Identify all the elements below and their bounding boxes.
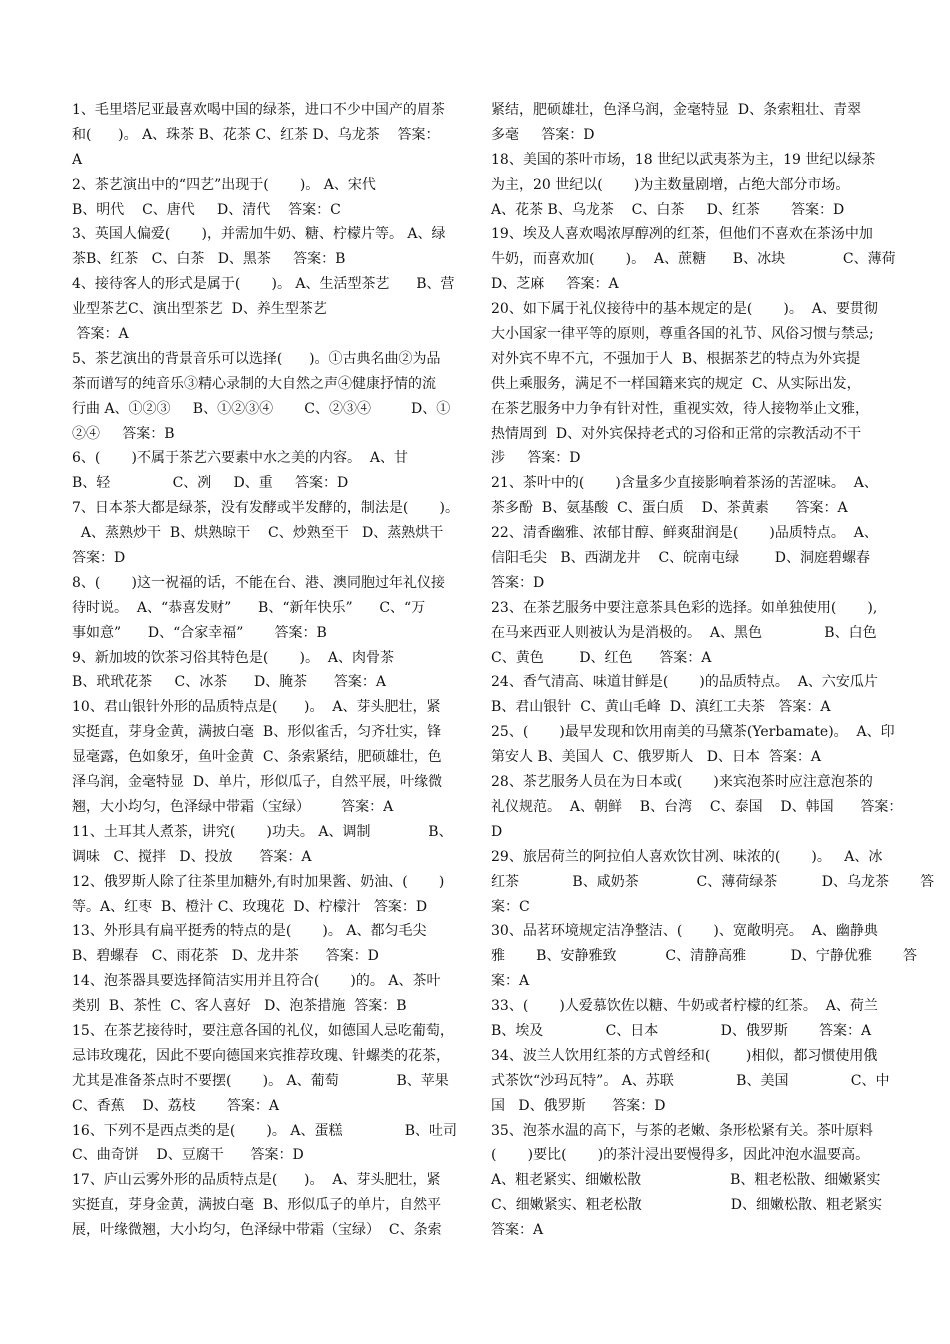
text-line: 6、( )不属于茶艺六要素中水之美的内容。 A、甘 xyxy=(72,450,408,467)
text-line: D、芝麻 答案：A xyxy=(491,276,619,293)
text-line: 待时说。 A、“恭喜发财” B、“新年快乐” C、“万 xyxy=(72,599,426,616)
text-line: 国 D、俄罗斯 答案：D xyxy=(491,1097,666,1114)
text-line: 8、( )这一祝福的话，不能在台、港、澳同胞过年礼仪接 xyxy=(72,574,445,591)
text-line: 事如意” D、“合家幸福” 答案：B xyxy=(72,624,327,641)
text-line: B、埃及 C、日本 D、俄罗斯 答案：A xyxy=(491,1022,872,1039)
text-line: 答案：D xyxy=(491,574,545,591)
text-line: 35、泡茶水温的高下，与茶的老嫩、条形松紧有关。茶叶原料 xyxy=(491,1122,873,1139)
text-line: 茶多酚 B、氨基酸 C、蛋白质 D、茶黄素 答案：A xyxy=(491,500,848,517)
text-line: 紧结，肥硕雄壮，色泽乌润，金毫特显 D、条索粗壮、青翠 xyxy=(491,102,862,118)
text-line: 牛奶，而喜欢加( )。 A、蔗糖 B、冰块 C、薄荷 xyxy=(491,251,896,268)
text-line: 热情周到 D、对外宾保持老式的习俗和正常的宗教活动不干 xyxy=(491,425,862,442)
text-line: 信阳毛尖 B、西湖龙井 C、皖南屯绿 D、洞庭碧螺春 xyxy=(491,550,870,567)
text-line: A、花茶 B、乌龙茶 C、白茶 D、红茶 答案：D xyxy=(491,201,845,218)
text-line: 1、毛里塔尼亚最喜欢喝中国的绿茶，进口不少中国产的眉茶 xyxy=(72,102,445,118)
text-line: 在马来西亚人则被认为是消极的。 A、黑色 B、白色 xyxy=(491,624,877,641)
text-line: ( )要比( )的茶汁浸出要慢得多，因此冲泡水温要高。 xyxy=(491,1147,870,1164)
text-line: 涉 答案：D xyxy=(491,450,581,467)
text-line: 红茶 B、咸奶茶 C、薄荷绿茶 D、乌龙茶 答 xyxy=(491,873,935,890)
text-line: 2、茶艺演出中的“四艺”出现于( )。 A、宋代 xyxy=(72,176,376,193)
text-line: 案：A xyxy=(491,973,530,990)
text-line: 3、英国人偏爱( )，并需加牛奶、糖、柠檬片等。 A、绿 xyxy=(72,226,446,243)
text-line: C、黄色 D、红色 答案：A xyxy=(491,649,712,666)
text-line: 忌讳玫瑰花，因此不要向德国来宾推荐玫瑰、针螺类的花茶， xyxy=(72,1047,450,1064)
text-line: D xyxy=(491,823,503,840)
text-line: A、蒸熟炒干 B、烘熟晾干 C、炒熟至干 D、蒸熟烘干 xyxy=(72,525,444,542)
text-line: 23、在茶艺服务中要注意茶具色彩的选择。如单独使用( ), xyxy=(491,599,878,616)
left-column xyxy=(72,98,459,1243)
text-line: A、粗老紧实、细嫩松散 B、粗老松散、细嫩紧实 xyxy=(491,1172,881,1189)
text-line: 11、土耳其人煮茶，讲究( )功夫。 A、调制 B、 xyxy=(72,823,453,840)
text-line: 泽乌润，金毫特显 D、单片，形似瓜子，自然平展，叶缘微 xyxy=(72,774,443,791)
text-line: 礼仪规范。 A、朝鲜 B、台湾 C、泰国 D、韩国 答案： xyxy=(491,798,903,815)
text-line: 30、品茗环境规定洁净整洁、( )、宽敞明亮。 A、幽静典 xyxy=(491,923,878,940)
text-line: 多毫 答案：D xyxy=(491,126,595,143)
text-line: 答案：A xyxy=(72,326,129,343)
text-line: 在茶艺服务中力争有针对性，重视实效，待人接物举止文雅， xyxy=(491,400,869,417)
text-line: 4、接待客人的形式是属于( )。 A、生活型茶艺 B、营 xyxy=(72,276,455,293)
text-line: 尤其是准备茶点时不要摆( )。 A、葡萄 B、苹果 xyxy=(72,1072,449,1089)
text-line: 19、埃及人喜欢喝浓厚醇冽的红茶，但他们不喜欢在茶汤中加 xyxy=(491,226,873,243)
text-line: 茶B、红茶 C、白茶 D、黑茶 答案：B xyxy=(72,251,346,268)
text-line: 22、清香幽雅、浓郁甘醇、鲜爽甜润是( )品质特点。 A、 xyxy=(491,525,878,542)
text-line: 9、新加坡的饮茶习俗其特色是( )。 A、肉骨茶 xyxy=(72,649,394,666)
text-line: 式茶饮“沙玛瓦特”。 A、苏联 B、美国 C、中 xyxy=(491,1072,890,1089)
text-line: ②④ 答案：B xyxy=(72,425,175,442)
text-line: 答案：A xyxy=(491,1222,544,1239)
text-line: 案：C xyxy=(491,898,530,915)
text-line: 实挺直，芽身金黄，满披白毫 B、形似瓜子的单片，自然平 xyxy=(72,1197,442,1214)
text-line: B、明代 C、唐代 D、清代 答案：C xyxy=(72,201,341,218)
text-line: 展，叶缘微翘，大小均匀，色泽绿中带霜（宝绿） C、条索 xyxy=(72,1222,442,1239)
text-line: C、细嫩紧实、粗老松散 D、细嫩松散、粗老紧实 xyxy=(491,1197,882,1214)
text-line: 16、下列不是西点类的是( )。 A、蛋糕 B、吐司 xyxy=(72,1122,458,1139)
text-line: 翘，大小均匀，色泽绿中带霜（宝绿） 答案：A xyxy=(72,798,394,815)
text-line: 答案：D xyxy=(72,550,126,567)
text-line: 雅 B、安静雅致 C、清静高雅 D、宁静优雅 答 xyxy=(491,948,917,965)
text-line: B、碧螺春 C、雨花茶 D、龙井茶 答案：D xyxy=(72,948,379,965)
text-line: 10、君山银针外形的品质特点是( )。 A、芽头肥壮，紧 xyxy=(72,699,441,716)
text-line: 调味 C、搅拌 D、投放 答案：A xyxy=(72,848,312,865)
text-line: C、曲奇饼 D、豆腐干 答案：D xyxy=(72,1147,304,1164)
text-line: 茶而谱写的纯音乐③精心录制的大自然之声④健康抒情的流 xyxy=(72,375,436,392)
text-line: 实挺直，芽身金黄，满披白毫 B、形似雀舌，匀齐壮实，锋 xyxy=(72,724,442,741)
text-line: B、玳玳花茶 C、冰茶 D、腌茶 答案：A xyxy=(72,674,386,691)
right-column xyxy=(491,98,935,1243)
text-line: 13、外形具有扁平挺秀的特点的是( )。 A、都匀毛尖 xyxy=(72,923,427,940)
text-line: 和( )。 A、珠茶 B、花茶 C、红茶 D、乌龙茶 答案： xyxy=(72,126,440,143)
text-line: 业型茶艺C、演出型茶艺 D、养生型茶艺 xyxy=(72,301,327,318)
text-line: 20、如下属于礼仪接待中的基本规定的是( )。 A、要贯彻 xyxy=(491,301,878,318)
text-line: 类别 B、茶性 C、客人喜好 D、泡茶措施 答案：B xyxy=(72,998,407,1015)
text-line: 供上乘服务，满足不一样国籍来宾的规定 C、从实际出发， xyxy=(491,375,861,392)
text-line: 17、庐山云雾外形的品质特点是( )。 A、芽头肥壮，紧 xyxy=(72,1172,441,1189)
text-line: 18、美国的茶叶市场，18 世纪以武夷茶为主，19 世纪以绿茶 xyxy=(491,151,876,168)
text-line: 大小国家一律平等的原则，尊重各国的礼节、风俗习惯与禁忌; xyxy=(491,326,874,343)
text-line: B、轻 C、冽 D、重 答案：D xyxy=(72,475,349,492)
text-line: 15、在茶艺接待时，要注意各国的礼仪，如德国人忌吃葡萄， xyxy=(72,1022,454,1039)
text-line: 34、波兰人饮用红茶的方式曾经和( )相似，都习惯使用俄 xyxy=(491,1047,878,1064)
text-line: 29、旅居荷兰的阿拉伯人喜欢饮甘冽、味浓的( )。 A、冰 xyxy=(491,848,883,865)
text-line: 12、俄罗斯人除了往茶里加糖外,有时加果酱、奶油、( ) xyxy=(72,873,445,890)
text-line: 对外宾不卑不亢，不强加于人 B、根据茶艺的特点为外宾提 xyxy=(491,350,861,367)
text-line: 行曲 A、①②③ B、①②③④ C、②③④ D、① xyxy=(72,400,451,417)
text-line: 33、( )人爱慕饮佐以糖、牛奶或者柠檬的红茶。 A、荷兰 xyxy=(491,998,878,1015)
text-line: 28、茶艺服务人员在为日本或( )来宾泡茶时应注意泡茶的 xyxy=(491,774,873,791)
text-line: 14、泡茶器具要选择简洁实用并且符合( )的。 A、茶叶 xyxy=(72,973,441,990)
text-line: 第安人 B、美国人 C、俄罗斯人 D、日本 答案：A xyxy=(491,749,821,766)
text-line: 25、( )最早发现和饮用南美的马黛茶(Yerbamate)。 A、印 xyxy=(491,724,895,741)
text-line: 为主，20 世纪以( )为主数量剧增，占绝大部分市场。 xyxy=(491,176,850,193)
text-line: 显毫露，色如象牙，鱼叶金黄 C、条索紧结，肥硕雄壮，色 xyxy=(72,749,442,766)
text-line: 7、日本茶大都是绿茶，没有发酵或半发酵的，制法是( )。 xyxy=(72,500,459,517)
text-line: 24、香气清高、味道甘鲜是( )的品质特点。 A、六安瓜片 xyxy=(491,674,878,691)
text-line: C、香蕉 D、荔枝 答案：A xyxy=(72,1097,279,1114)
text-line: A xyxy=(72,151,83,168)
text-line: B、君山银针 C、黄山毛峰 D、滇红工夫茶 答案：A xyxy=(491,699,831,716)
text-line: 5、茶艺演出的背景音乐可以选择( )。①古典名曲②为品 xyxy=(72,350,441,367)
text-line: 21、茶叶中的( )含量多少直接影响着茶汤的苦涩味。 A、 xyxy=(491,475,878,492)
text-line: 等。A、红枣 B、橙汁 C、玫瑰花 D、柠檬汁 答案：D xyxy=(72,898,428,915)
